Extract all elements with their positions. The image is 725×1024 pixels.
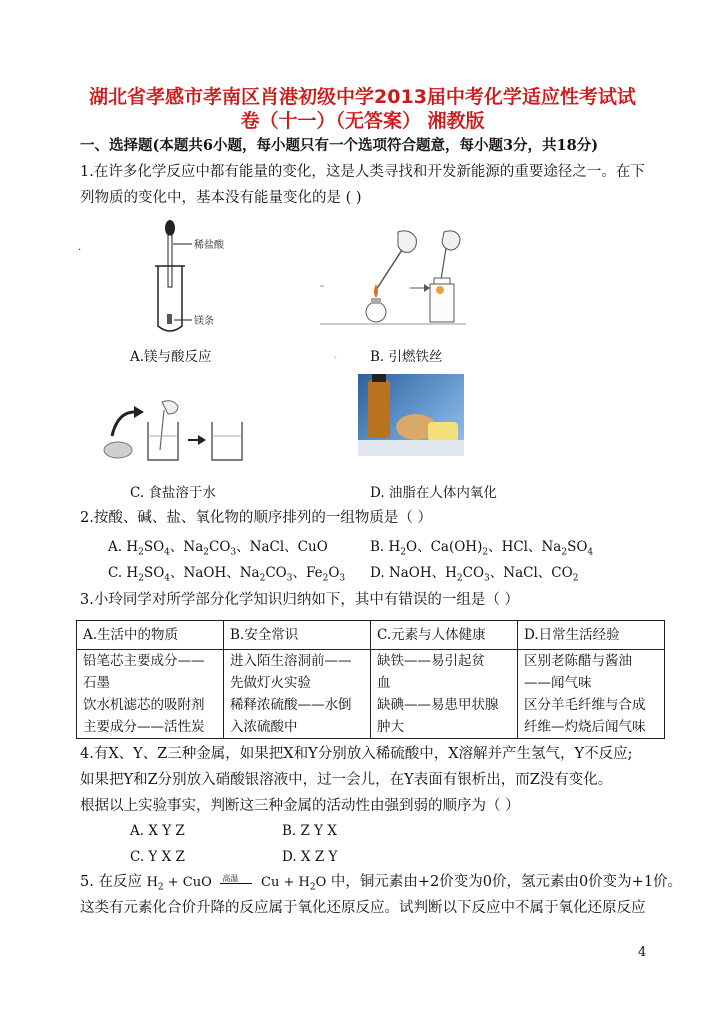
arrow-line xyxy=(220,883,252,884)
cell-line: 缺碘——易患甲状腺 xyxy=(377,697,499,713)
cell-line: ——闻气味 xyxy=(524,675,592,691)
cell-line: 区分羊毛纤维与合成 xyxy=(524,697,646,713)
q2-option-d: D. NaOH、$H_2CO_3$、NaCl、$CO_2$ xyxy=(370,565,579,584)
table-header-cell: A.生活中的物质 xyxy=(77,621,224,650)
q5-reactant: $H_2$ + CuO xyxy=(146,875,212,893)
table-cell-d xyxy=(518,650,665,739)
q4-stem-line1: 4.有X、Y、Z三种金属，如果把X和Y分别放入稀硫酸中，X溶解并产生氢气，Y不反应; xyxy=(80,746,633,762)
table-cloth xyxy=(358,440,464,456)
stray-mark: . xyxy=(334,350,338,361)
reaction-condition: 高温 xyxy=(222,874,239,883)
q1-option-a: A.镁与酸反应 xyxy=(130,349,212,365)
q5-prefix: 5. 在反应 xyxy=(80,874,142,890)
cell-line: 血 xyxy=(377,675,391,691)
document-title-line1: 湖北省孝感市孝南区肖港初级中学2013届中考化学适应性考试试 xyxy=(89,86,636,108)
table-header-cell: C.元素与人体健康 xyxy=(371,621,518,650)
salt-dissolving-figure xyxy=(98,400,248,466)
cell-line: 石墨 xyxy=(83,675,110,691)
label-magnesium: 镁条 xyxy=(194,316,214,327)
iron-wire-figure xyxy=(318,228,468,328)
table-cell-b xyxy=(224,650,371,739)
q5-stem-line1 xyxy=(80,872,682,898)
cell-line: 先做灯火实验 xyxy=(230,675,311,691)
reaction-arrow xyxy=(216,873,256,891)
table-cell-c xyxy=(371,650,518,739)
cell-line: 缺铁——易引起贫 xyxy=(377,653,485,669)
table-header-cell: B.安全常识 xyxy=(224,621,371,650)
label-dilute-acid: 稀盐酸 xyxy=(194,240,224,251)
section-heading: 一、选择题(本题共6小题，每小题只有一个选项符合题意，每小题3分，共18分) xyxy=(80,137,599,154)
q2-option-a: A. $H_2SO_4$、$Na_2CO_3$、NaCl、CuO xyxy=(108,539,328,558)
cell-line: 主要成分——活性炭 xyxy=(83,719,205,735)
q4-option-b: B. Z Y X xyxy=(282,823,337,839)
cell-line: 铅笔芯主要成分—— xyxy=(83,653,205,669)
q4-option-d: D. X Z Y xyxy=(282,849,338,865)
q3-stem: 3.小玲同学对所学部分化学知识归纳如下，其中有错误的一组是（ ） xyxy=(80,592,519,608)
table-cell-a xyxy=(77,650,224,739)
cell-line: 进入陌生溶洞前—— xyxy=(230,653,352,669)
document-title-line2: 卷（十一）（无答案） 湘教版 xyxy=(240,110,485,132)
butter xyxy=(428,422,458,442)
cell-line: 纤维—灼烧后闻气味 xyxy=(524,719,646,735)
q1-option-c: C. 食盐溶于水 xyxy=(130,485,216,501)
stray-dot: . xyxy=(78,242,82,253)
q2-stem: 2.按酸、碱、盐、氧化物的顺序排列的一组物质是（ ） xyxy=(80,510,432,526)
page-number: 4 xyxy=(638,945,647,960)
table-header-row xyxy=(77,621,665,650)
q2-option-c: C. $H_2SO_4$、NaOH、$Na_2CO_3$、$Fe_2O_3$ xyxy=(108,565,346,584)
q5-suffix: 中，铜元素由+2价变为0价，氢元素由0价变为+1价。 xyxy=(330,874,683,890)
q4-stem-line2: 如果把Y和Z分别放入硝酸银溶液中，过一会儿，在Y表面有银析出，而Z没有变化。 xyxy=(80,772,613,788)
q1-stem-line2: 列物质的变化中，基本没有能量变化的是 ( ) xyxy=(80,190,362,206)
cell-line: 饮水机滤芯的吸附剂 xyxy=(83,697,205,713)
q4-option-a: A. X Y Z xyxy=(130,823,185,839)
cell-line: 区别老陈醋与酱油 xyxy=(524,653,632,669)
bottle-cap xyxy=(372,374,386,382)
q4-option-c: C. Y X Z xyxy=(130,849,185,865)
cell-line: 肿大 xyxy=(377,719,404,735)
oil-bottle xyxy=(368,380,390,438)
q1-option-d: D. 油脂在人体内氧化 xyxy=(370,485,497,501)
q1-stem-line1: 1.在许多化学反应中都有能量的变化，这是人类寻找和开发新能源的重要途径之一。在下 xyxy=(80,164,645,180)
q2-option-b: B. $H_2O$、$Ca(OH)_2$、HCl、$Na_2SO_4$ xyxy=(370,539,594,558)
cell-line: 稀释浓硫酸——水倒 xyxy=(230,697,352,713)
table-header-cell: D.日常生活经验 xyxy=(518,621,665,650)
q4-stem-line3: 根据以上实验事实，判断这三种金属的活动性由强到弱的顺序为（ ） xyxy=(80,798,520,814)
oil-food-photo xyxy=(358,374,464,456)
q5-stem-line2: 这类有元素化合价升降的反应属于氧化还原反应。试判断以下反应中不属于氧化还原反应 xyxy=(80,900,646,916)
knowledge-table xyxy=(76,620,665,739)
table-row xyxy=(77,650,665,739)
q5-product: $Cu + H_2O$ xyxy=(261,875,327,893)
cell-line: 入浓硫酸中 xyxy=(230,719,298,735)
test-tube-figure xyxy=(140,218,260,336)
q1-option-b: B. 引燃铁丝 xyxy=(370,349,443,365)
